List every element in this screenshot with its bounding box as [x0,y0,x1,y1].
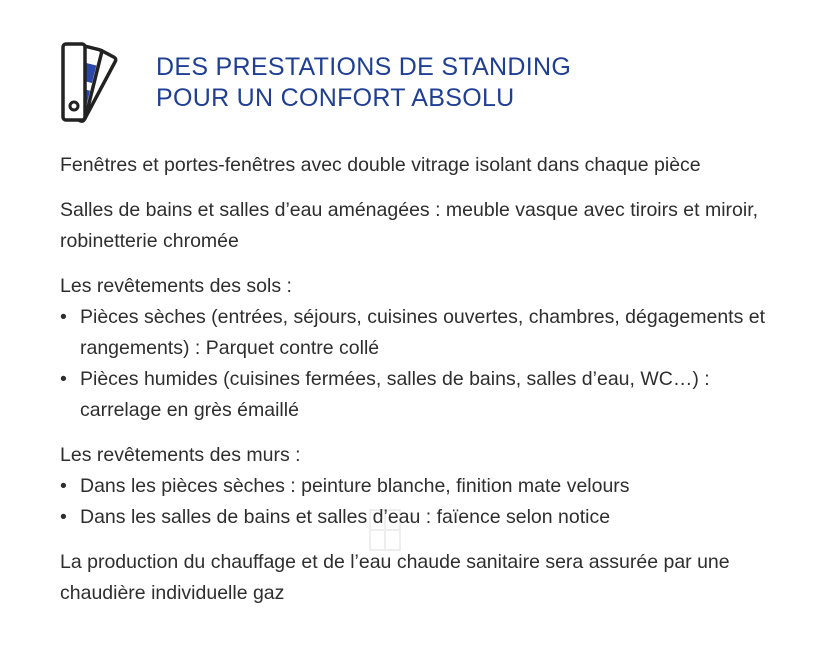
heating-paragraph: La production du chauffage et de l’eau chaude sanitaire sera assurée par une chaudière individuelle gaz [60,551,730,604]
color-swatch-icon [58,40,138,124]
list-item [60,471,780,502]
title-line-2: POUR UN CONFORT ABSOLU [156,84,515,112]
page-title [156,52,571,114]
floor-coverings-section [60,271,780,426]
bullet: • [60,475,67,497]
list-item-text: Dans les pièces sèches : peinture blanche, finition mate velours [80,475,630,497]
wall-coverings-section [60,440,780,533]
list-item-text: Dans les salles de bains et salles d’eau : faïence selon notice [80,506,611,528]
bathrooms-paragraph: Salles de bains et salles d’eau aménagées : meuble vasque avec tiroirs et miroir, robinetterie chromée [60,199,759,252]
windows-paragraph: Fenêtres et portes-fenêtres avec double vitrage isolant dans chaque pièce [60,154,701,176]
title-line-1: DES PRESTATIONS DE STANDING [156,53,572,81]
list-item-text: Pièces sèches (entrées, séjours, cuisines ouvertes, chambres, dégagements et rangements) : Parquet contre collé [80,306,766,359]
floor-coverings-label: Les revêtements des sols : [60,275,292,297]
list-item-text: Pièces humides (cuisines fermées, salles de bains, salles d’eau, WC…) : carrelage en grès émaillé [80,368,710,421]
floor-coverings-list [60,302,780,426]
features-body [60,150,780,623]
wall-coverings-label: Les revêtements des murs : [60,444,301,466]
section-header [58,40,571,124]
bullet: • [60,306,67,328]
wall-coverings-list [60,471,780,533]
list-item [60,364,780,426]
list-item [60,502,780,533]
list-item [60,302,780,364]
bullet: • [60,368,67,390]
bullet: • [60,506,67,528]
